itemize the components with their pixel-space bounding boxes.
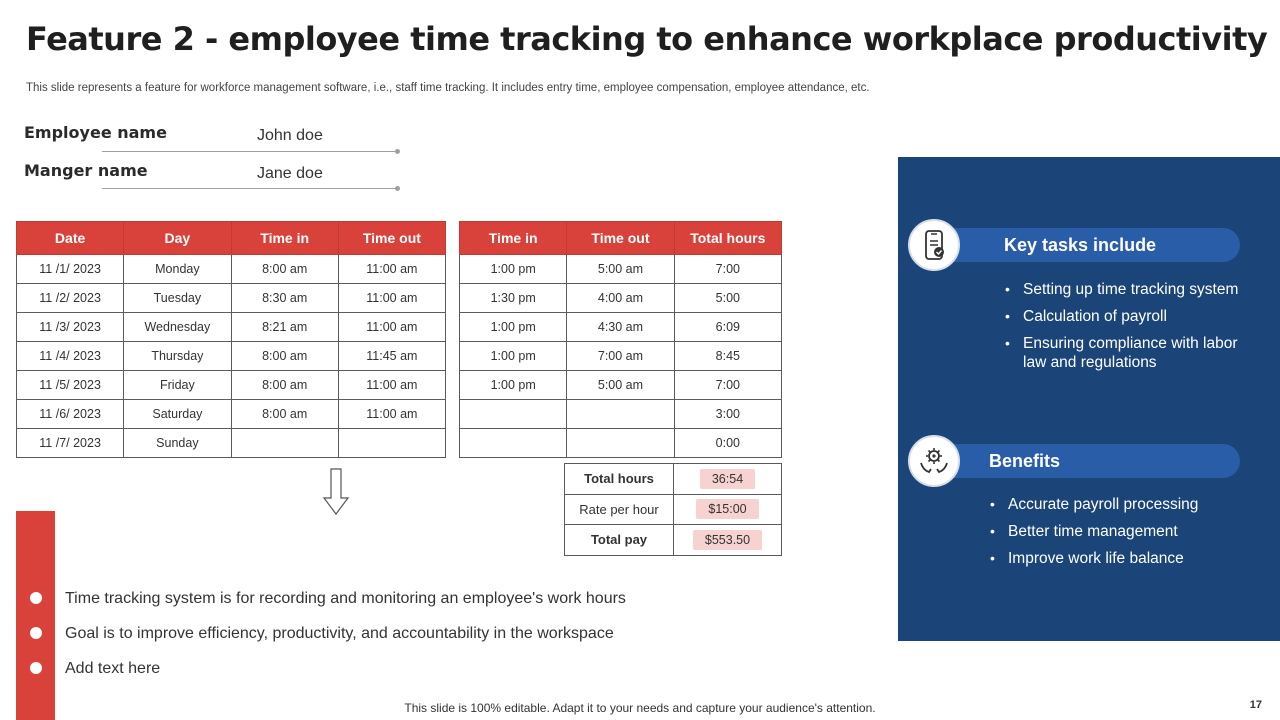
bullet-item: Goal is to improve efficiency, productivity, and accountability in the workspace: [65, 625, 614, 642]
cell-time-in: 8:30 am: [231, 284, 338, 313]
bullet-item: Add text here: [65, 660, 161, 677]
info-panel: [898, 157, 1280, 641]
employee-name-value: John doe: [257, 127, 323, 144]
header-time-in: Time in: [231, 222, 338, 255]
summary-row-total-hours: [565, 464, 782, 495]
cell-date: 11 /2/ 2023: [17, 284, 124, 313]
cell-total-hours: 7:00: [674, 371, 781, 400]
bullet-dot-icon: [30, 662, 42, 674]
cell-total-hours: 0:00: [674, 429, 781, 458]
cell-time-out: 11:00 am: [338, 255, 445, 284]
hands-gear-icon: [908, 435, 960, 487]
table-row: [460, 371, 782, 400]
cell-time-in: [231, 429, 338, 458]
table-row: [17, 371, 446, 400]
cell-time-out: 11:00 am: [338, 313, 445, 342]
cell-time-in: 8:00 am: [231, 400, 338, 429]
cell-time-out: 4:30 am: [567, 313, 674, 342]
slide-subtitle: This slide represents a feature for workforce management software, i.e., staff time tracking. It includes entry time, employee compensation, employee attendance, etc.: [26, 82, 870, 94]
key-tasks-heading: Key tasks include: [938, 228, 1240, 262]
cell-date: 11 /4/ 2023: [17, 342, 124, 371]
header-time-out: Time out: [338, 222, 445, 255]
cell-day: Monday: [124, 255, 231, 284]
table-header-row: [460, 222, 782, 255]
table-row: [460, 255, 782, 284]
bullet-dot-icon: [30, 592, 42, 604]
cell-date: 11 /5/ 2023: [17, 371, 124, 400]
cell-date: 11 /3/ 2023: [17, 313, 124, 342]
cell-time-in: 8:00 am: [231, 371, 338, 400]
cell-time-in: 8:00 am: [231, 342, 338, 371]
attendance-table-morning: [16, 221, 446, 458]
cell-time-out: [567, 400, 674, 429]
table-header-row: [17, 222, 446, 255]
benefits-heading: Benefits: [938, 444, 1240, 478]
cell-time-out: 7:00 am: [567, 342, 674, 371]
cell-date: 11 /1/ 2023: [17, 255, 124, 284]
list-item: • Improve work life balance: [990, 549, 1260, 568]
cell-time-out: 11:45 am: [338, 342, 445, 371]
cell-day: Saturday: [124, 400, 231, 429]
cell-time-out: 11:00 am: [338, 284, 445, 313]
list-item: • Ensuring compliance with labor law and regulations: [1005, 334, 1265, 372]
list-item: • Setting up time tracking system: [1005, 280, 1265, 299]
table-row: [460, 284, 782, 313]
cell-time-in: [460, 429, 567, 458]
list-item: • Accurate payroll processing: [990, 495, 1260, 514]
cell-date: 11 /6/ 2023: [17, 400, 124, 429]
pay-summary-table: [564, 463, 782, 556]
manager-name-label: Manger name: [24, 161, 148, 180]
cell-time-out: [567, 429, 674, 458]
employee-name-label: Employee name: [24, 123, 167, 142]
cell-time-out: 11:00 am: [338, 371, 445, 400]
manager-name-value: Jane doe: [257, 165, 323, 182]
cell-day: Tuesday: [124, 284, 231, 313]
cell-time-in: 1:00 pm: [460, 342, 567, 371]
slide-footer: This slide is 100% editable. Adapt it to your needs and capture your audience's attention.: [404, 701, 876, 715]
cell-time-out: [338, 429, 445, 458]
table-row: [460, 313, 782, 342]
table-row: [17, 400, 446, 429]
table-row: [17, 255, 446, 284]
cell-time-in: 1:00 pm: [460, 313, 567, 342]
cell-time-in: 1:00 pm: [460, 255, 567, 284]
table-row: [460, 342, 782, 371]
cell-time-in: [460, 400, 567, 429]
cell-time-in: 8:21 am: [231, 313, 338, 342]
cell-total-hours: 8:45: [674, 342, 781, 371]
header-time-in: Time in: [460, 222, 567, 255]
cell-day: Friday: [124, 371, 231, 400]
header-day: Day: [124, 222, 231, 255]
attendance-table-afternoon: [459, 221, 782, 458]
table-row: [17, 284, 446, 313]
total-pay-value: $553.50: [693, 530, 762, 550]
cell-time-out: 5:00 am: [567, 255, 674, 284]
total-hours-value: 36:54: [700, 469, 755, 489]
cell-total-hours: 7:00: [674, 255, 781, 284]
mobile-checklist-icon: [908, 219, 960, 271]
header-total-hours: Total hours: [674, 222, 781, 255]
cell-total-hours: 3:00: [674, 400, 781, 429]
summary-row-rate: [565, 494, 782, 525]
cell-date: 11 /7/ 2023: [17, 429, 124, 458]
cell-time-in: 1:30 pm: [460, 284, 567, 313]
table-row: [460, 400, 782, 429]
employee-name-underline: [102, 151, 398, 152]
cell-time-in: 1:00 pm: [460, 371, 567, 400]
cell-time-out: 5:00 am: [567, 371, 674, 400]
list-item: • Better time management: [990, 522, 1260, 541]
rate-per-hour-value: $15:00: [696, 499, 758, 519]
slide-title: Feature 2 - employee time tracking to enhance workplace productivity: [26, 20, 1268, 58]
table-row: [17, 313, 446, 342]
cell-time-in: 8:00 am: [231, 255, 338, 284]
table-row: [17, 342, 446, 371]
total-pay-label: Total pay: [565, 525, 674, 556]
page-number: 17: [1249, 699, 1262, 711]
bullet-dot-icon: [30, 627, 42, 639]
header-time-out: Time out: [567, 222, 674, 255]
cell-day: Wednesday: [124, 313, 231, 342]
down-arrow-icon: [323, 468, 349, 516]
cell-time-out: 4:00 am: [567, 284, 674, 313]
summary-row-total-pay: [565, 525, 782, 556]
list-item: • Calculation of payroll: [1005, 307, 1265, 326]
cell-time-out: 11:00 am: [338, 400, 445, 429]
cell-total-hours: 6:09: [674, 313, 781, 342]
header-date: Date: [17, 222, 124, 255]
cell-day: Thursday: [124, 342, 231, 371]
cell-day: Sunday: [124, 429, 231, 458]
table-row: [17, 429, 446, 458]
manager-name-underline: [102, 188, 398, 189]
benefits-list: [990, 495, 1260, 576]
bullet-item: Time tracking system is for recording and monitoring an employee's work hours: [65, 590, 626, 607]
rate-per-hour-label: Rate per hour: [565, 494, 674, 525]
accent-bar: [16, 511, 55, 720]
table-row: [460, 429, 782, 458]
key-tasks-list: [1005, 280, 1265, 380]
total-hours-label: Total hours: [565, 464, 674, 495]
cell-total-hours: 5:00: [674, 284, 781, 313]
